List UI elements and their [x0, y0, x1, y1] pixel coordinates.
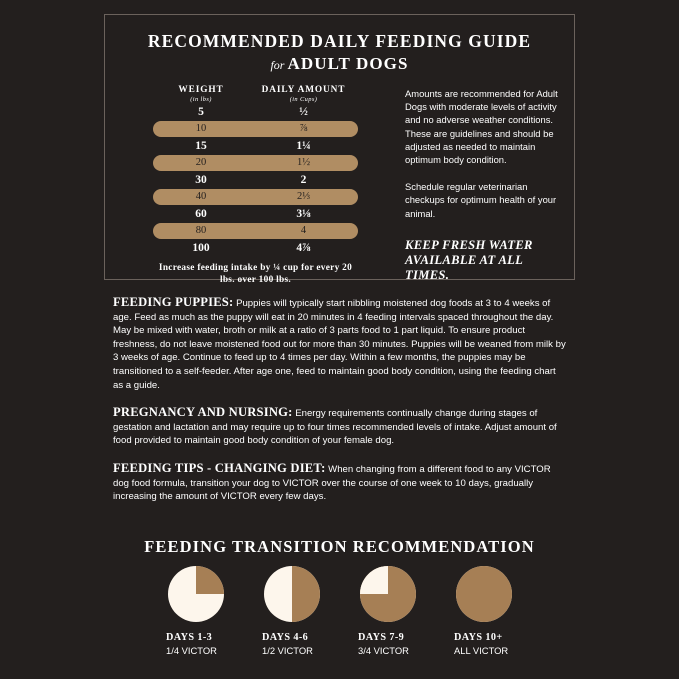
row-amount: 1¼	[296, 140, 311, 152]
transition-steps	[166, 566, 516, 656]
row-amount: 4⅞	[296, 242, 311, 254]
row-weight: 80	[195, 225, 207, 236]
transition-step-label: DAYS 4-6	[262, 632, 309, 643]
guide-paragraph-2: Schedule regular veterinarian checkups for optimum health of your animal.	[405, 181, 557, 219]
row-amount: ½	[299, 106, 308, 118]
row-weight: 60	[195, 208, 207, 220]
pie-chart-three-quarter-icon	[360, 566, 416, 622]
row-amount: 2⅓	[296, 191, 311, 202]
row-weight: 100	[192, 242, 210, 254]
feeding-chart-header-weight	[153, 85, 249, 103]
table-row	[153, 155, 358, 171]
row-weight: 40	[195, 191, 207, 202]
section-heading: FEEDING TIPS - CHANGING DIET:	[113, 460, 326, 475]
row-amount: ⅞	[299, 123, 308, 134]
section-body: Energy requirements continually change during stages of gestation and lactation and may require up to four times recommended levels of intake. Adjust amount of food provided to maintain good body condition of your female dog.	[113, 408, 557, 447]
pie-chart-half-icon	[264, 566, 320, 622]
guide-subtitle-for: for	[270, 58, 285, 72]
row-amount: 1½	[296, 157, 311, 168]
pie-chart-quarter-icon	[168, 566, 224, 622]
guide-subtitle-main: ADULT DOGS	[287, 54, 409, 73]
row-amount: 3⅛	[296, 208, 311, 220]
guide-title: RECOMMENDED DAILY FEEDING GUIDE	[147, 31, 532, 51]
row-weight: 15	[195, 140, 207, 152]
transition-step-label: DAYS 7-9	[358, 632, 405, 643]
section-feeding-tips-changing-diet	[113, 462, 568, 504]
guide-paragraph-1: Amounts are recommended for Adult Dogs with moderate levels of activity and no adverse weather conditions. These are guidelines and should be adjusted as needed to maintain optimum body condition.	[405, 88, 558, 166]
transition-step-value: 3/4 VICTOR	[358, 645, 409, 656]
amount-unit: (in Cups)	[289, 96, 318, 103]
transition-step-value: 1/2 VICTOR	[262, 645, 313, 656]
transition-step-value: 1/4 VICTOR	[166, 645, 217, 656]
transition-step	[358, 566, 420, 656]
table-row	[153, 104, 358, 120]
weight-unit: (in lbs)	[190, 96, 212, 103]
feeding-chart-header-amount	[249, 85, 358, 103]
section-feeding-puppies	[113, 296, 568, 392]
transition-step	[166, 566, 228, 656]
body-sections	[113, 296, 568, 518]
section-body: When changing from a different food to any VICTOR dog food formula, transition your dog to VICTOR over the course of one week to 10 days, gradually increasing the amount of VICTOR every few days.	[113, 463, 551, 503]
transition-step-label: DAYS 10+	[454, 632, 503, 643]
table-row	[153, 189, 358, 205]
transition-step-value: ALL VICTOR	[454, 645, 509, 656]
transition-step-label: DAYS 1-3	[166, 632, 213, 643]
row-weight: 20	[195, 157, 207, 168]
table-row	[153, 138, 358, 154]
row-weight: 10	[195, 123, 207, 134]
table-row	[153, 223, 358, 239]
feeding-chart	[153, 85, 358, 286]
keep-fresh-water-note: KEEP FRESH WATER AVAILABLE AT ALL TIMES.	[405, 237, 533, 282]
row-amount: 4	[300, 225, 307, 236]
section-heading: PREGNANCY AND NURSING:	[113, 405, 293, 420]
section-body: Puppies will typically start nibbling moistened dog foods at 3 to 4 weeks of age. Feed as much as the puppy will eat in 20 minutes in 4 feeding intervals spaced throughout the day. May be mixed with water, broth or milk at a ratio of 3 parts food to 1 part liquid. To ensure product freshness, do not leave moistened food out for more than 30 minutes. Puppies will be weaned from milk by 3 weeks of age. Continue to feed up to 4 times per day. Within a few months, the puppies may be transitioned to a self-feeder. After age one, feed to maintain good body condition, using the feeding chart as a guide.	[113, 298, 566, 391]
section-pregnancy-and-nursing	[113, 406, 568, 448]
transition-step	[454, 566, 516, 656]
table-row	[153, 206, 358, 222]
row-amount: 2	[300, 174, 307, 186]
amount-label: DAILY AMOUNT	[261, 85, 346, 95]
guide-body	[105, 71, 574, 285]
weight-label: WEIGHT	[178, 85, 224, 95]
row-weight: 30	[195, 174, 207, 186]
section-heading: FEEDING PUPPIES:	[113, 295, 234, 309]
feeding-chart-header	[153, 85, 358, 104]
pie-chart-full-icon	[456, 566, 512, 622]
transition-title: FEEDING TRANSITION RECOMMENDATION	[144, 537, 535, 556]
guide-side-text	[405, 87, 565, 297]
table-row	[153, 172, 358, 188]
daily-feeding-guide-panel	[104, 14, 575, 285]
feeding-chart-note: Increase feeding intake by ¼ cup for every 20 lbs. over 100 lbs.	[158, 263, 353, 285]
table-row	[153, 240, 358, 256]
transition-step	[262, 566, 324, 656]
row-weight: 5	[198, 106, 204, 118]
table-row	[153, 121, 358, 137]
